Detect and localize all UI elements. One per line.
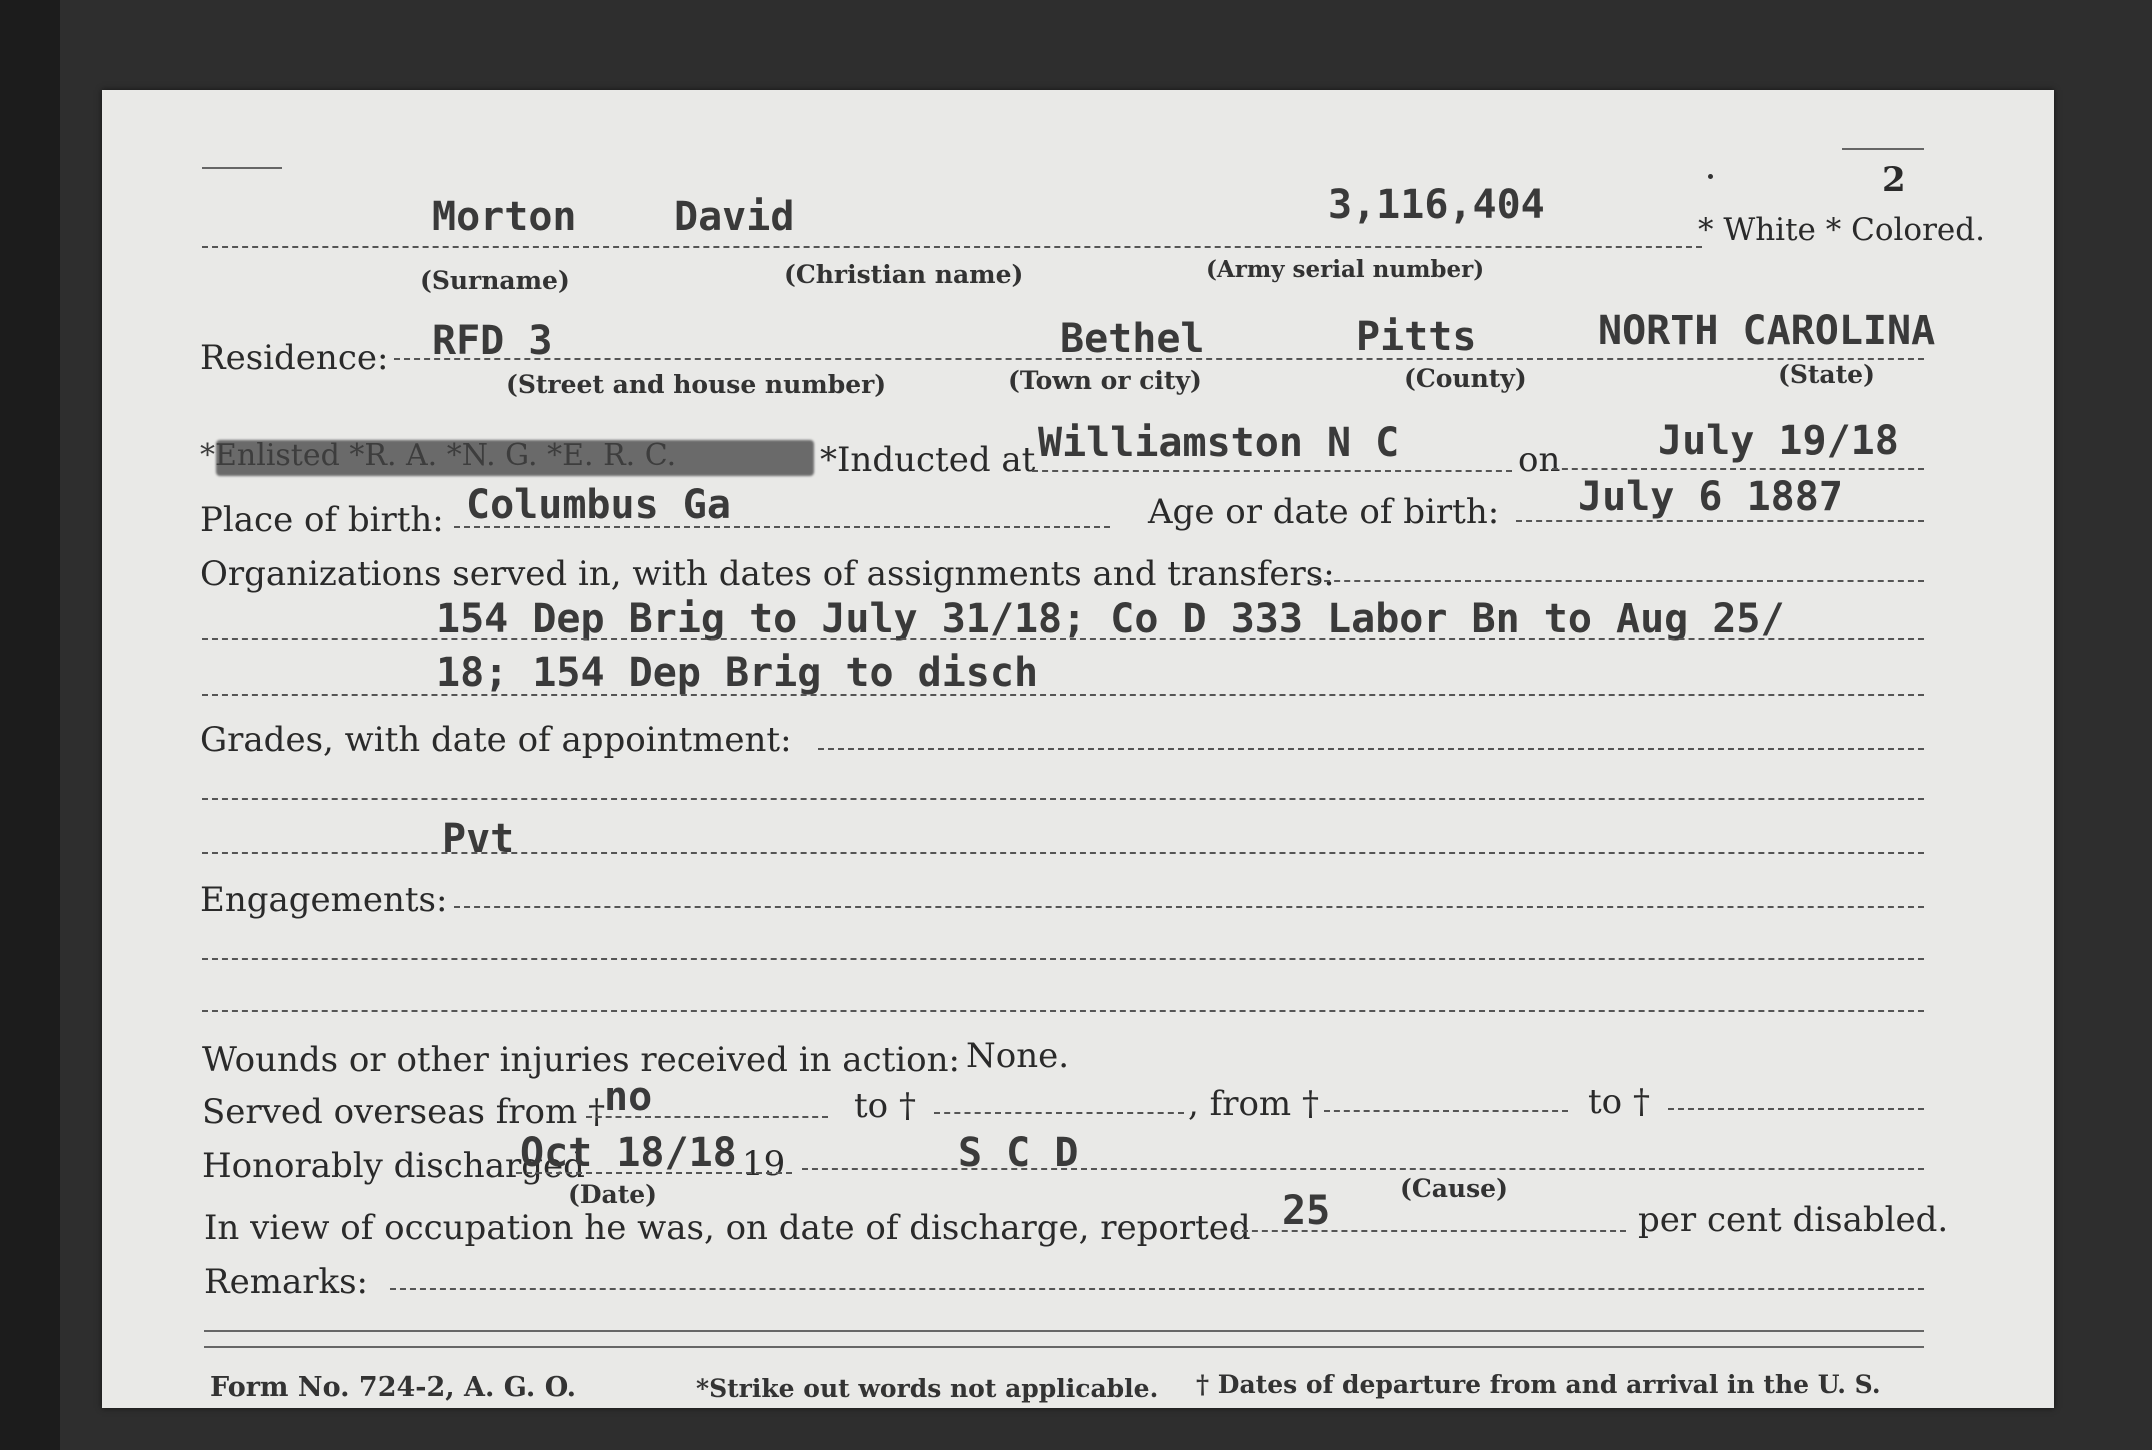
street-value: RFD 3: [432, 318, 553, 364]
organizations-line-2: [202, 694, 1924, 696]
overseas-to2-line: [1668, 1108, 1924, 1110]
dates-note: † Dates of departure from and arrival in the U. S.: [1196, 1370, 1881, 1399]
organizations-line-0: [1314, 580, 1924, 582]
engagements-line-2: [202, 1010, 1924, 1012]
state-caption: (State): [1778, 360, 1875, 389]
birth-date-value: July 6 1887: [1578, 474, 1843, 520]
scan-background-edge: [0, 0, 60, 1450]
discharge-year-prefix: 19: [742, 1144, 786, 1184]
christian-name-value: David: [674, 194, 795, 240]
overseas-to2-label: to †: [1588, 1082, 1650, 1122]
form-number: Form No. 724-2, A. G. O.: [210, 1372, 577, 1403]
grade-value: Pvt: [442, 816, 515, 862]
induction-date-line: [1552, 468, 1924, 470]
county-caption: (County): [1404, 364, 1527, 393]
grades-line-0: [818, 748, 1924, 750]
organizations-line-1: [202, 638, 1924, 640]
grades-label: Grades, with date of appointment:: [200, 720, 792, 760]
discharge-label: Honorably discharged: [202, 1146, 585, 1186]
remarks-line-1: [204, 1330, 1924, 1332]
town-value: Bethel: [1060, 316, 1205, 362]
birth-date-line: [1516, 520, 1924, 522]
state-value: NORTH CAROLINA: [1598, 308, 1936, 354]
discharge-cause-value: S C D: [958, 1130, 1079, 1176]
overseas-from-line: [586, 1116, 828, 1118]
engagements-line-0: [454, 906, 1924, 908]
remarks-label: Remarks:: [204, 1262, 368, 1302]
grades-line-1: [202, 798, 1924, 800]
county-value: Pitts: [1356, 314, 1477, 360]
age-label: Age or date of birth:: [1148, 492, 1500, 532]
overseas-from-value: no: [604, 1074, 653, 1120]
grades-line-2: [202, 852, 1924, 854]
top-right-rule: [1842, 148, 1924, 150]
street-caption: (Street and house number): [506, 370, 887, 399]
discharge-date-line: [516, 1172, 792, 1174]
organizations-line-1-text: 154 Dep Brig to July 31/18; Co D 333 Labor Bn to Aug 25/: [436, 596, 1785, 642]
christian-name-caption: (Christian name): [784, 260, 1024, 289]
inducted-at-value: Williamston N C: [1038, 420, 1400, 466]
disability-percent-value: 25: [1282, 1188, 1331, 1234]
name-line: [202, 246, 1702, 248]
discharge-date-caption: (Date): [568, 1180, 657, 1209]
organizations-line-2-text: 18; 154 Dep Brig to disch: [436, 650, 1039, 696]
struck-enlistment-text: *Enlisted *R. A. *N. G. *E. R. C.: [200, 438, 677, 473]
ink-dot: [1708, 174, 1713, 179]
disability-suffix: per cent disabled.: [1638, 1200, 1949, 1240]
service-record-card: [102, 90, 2054, 1408]
residence-label: Residence:: [200, 338, 389, 378]
overseas-from2-line: [1324, 1110, 1568, 1112]
town-caption: (Town or city): [1008, 366, 1202, 395]
inducted-line: [1032, 470, 1512, 472]
remarks-line-2: [204, 1346, 1924, 1348]
organizations-label: Organizations served in, with dates of assignments and transfers:: [200, 554, 1335, 594]
discharge-cause-line: [802, 1168, 1924, 1170]
overseas-from-label: Served overseas from †: [202, 1092, 606, 1132]
engagements-label: Engagements:: [200, 880, 448, 920]
place-of-birth-line: [454, 526, 1110, 528]
strike-out-note: *Strike out words not applicable.: [696, 1374, 1159, 1403]
disability-line: [1232, 1230, 1626, 1232]
remarks-line-0: [390, 1288, 1924, 1290]
place-of-birth-label: Place of birth:: [200, 500, 444, 540]
place-of-birth-value: Columbus Ga: [466, 482, 731, 528]
discharge-cause-caption: (Cause): [1400, 1174, 1508, 1203]
wounds-value: None.: [966, 1036, 1070, 1076]
race-options: * White * Colored.: [1698, 212, 1985, 248]
overseas-from2-label: , from †: [1188, 1084, 1319, 1124]
serial-number-value: 3,116,404: [1328, 182, 1545, 228]
wounds-label: Wounds or other injuries received in action:: [202, 1040, 960, 1080]
induction-date-value: July 19/18: [1658, 418, 1899, 464]
residence-line: [394, 358, 1924, 360]
overseas-to-line: [934, 1112, 1184, 1114]
surname-value: Morton: [432, 194, 577, 240]
surname-caption: (Surname): [420, 266, 570, 295]
engagements-line-1: [202, 958, 1924, 960]
serial-number-caption: (Army serial number): [1206, 256, 1485, 283]
discharge-date-value: Oct 18/18: [520, 1130, 737, 1176]
disability-label: In view of occupation he was, on date of discharge, reported: [204, 1208, 1251, 1248]
inducted-at-label: *Inducted at: [820, 440, 1036, 480]
overseas-to-label: to †: [854, 1086, 916, 1126]
page-number: 2: [1882, 160, 1906, 200]
on-label: on: [1518, 440, 1561, 480]
top-left-rule: [202, 167, 282, 169]
